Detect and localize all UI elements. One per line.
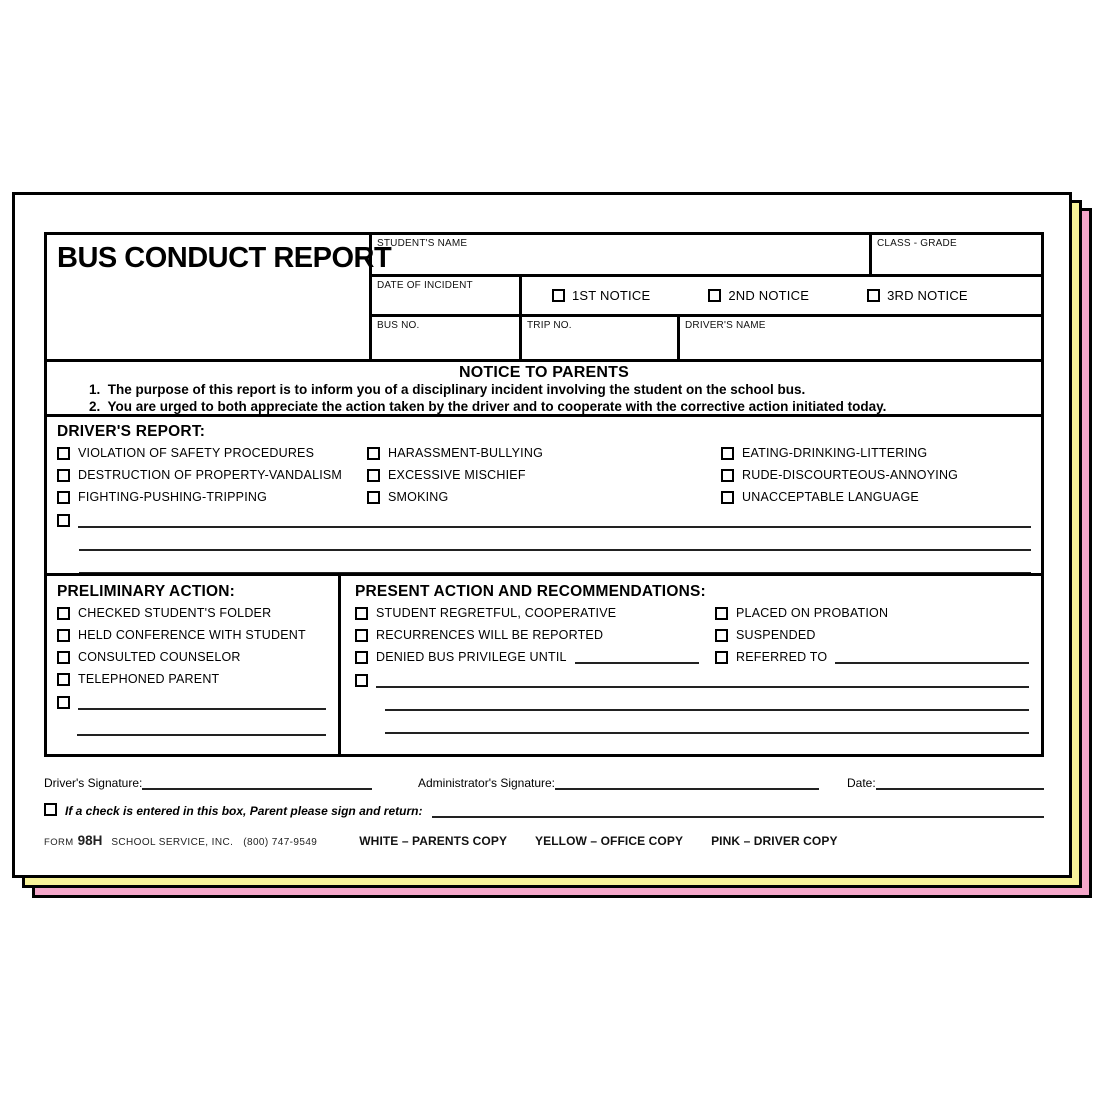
eating-label: EATING-DRINKING-LITTERING [742,446,928,460]
held-conference-checkbox[interactable] [57,629,70,642]
drivers-report-section [44,414,1044,576]
harassment-label: HARASSMENT-BULLYING [388,446,543,460]
administrator-signature-line[interactable] [555,775,819,790]
drivers-report-col3 [721,442,1031,508]
language-item [721,486,1031,508]
date-of-incident-label: DATE OF INCIDENT [377,280,473,291]
drivers-report-other-row [57,508,1031,528]
bus-no-field[interactable] [372,317,522,359]
regretful-label: STUDENT REGRETFUL, COOPERATIVE [376,606,617,620]
destruction-property-label: DESTRUCTION OF PROPERTY-VANDALISM [78,468,343,482]
destruction-property-checkbox[interactable] [57,469,70,482]
held-conference-item [57,624,326,646]
notice-item-2: 2. You are urged to both appreciate the action taken by the driver and to cooperate with the corrective action initiated today. [89,399,887,414]
regretful-checkbox[interactable] [355,607,368,620]
form-number: 98H [77,833,103,848]
smoking-label: SMOKING [388,490,449,504]
checked-folder-checkbox[interactable] [57,607,70,620]
present-blank-line-2[interactable] [385,720,1029,734]
other-offense-line[interactable] [78,514,1031,528]
smoking-item [367,486,721,508]
white-copy-label: WHITE – PARENTS COPY [359,834,508,848]
recurrences-checkbox[interactable] [355,629,368,642]
present-other-checkbox[interactable] [355,674,368,687]
destruction-property-item [57,464,367,486]
present-blank-row [355,711,1029,734]
denied-privilege-label: DENIED BUS PRIVILEGE UNTIL [376,650,567,664]
administrator-signature-group [418,775,819,790]
driver-signature-group [44,775,372,790]
present-blank-line-3[interactable] [385,743,1029,757]
drivers-report-blank-line-2[interactable] [79,560,1031,574]
drivers-report-blank-row [57,551,1031,574]
notice-to-parents-section [44,359,1044,417]
drivers-report-columns [57,442,1031,508]
header-table [44,232,1044,362]
consulted-counselor-item [57,646,326,668]
driver-name-field[interactable] [680,317,1041,359]
student-name-label: STUDENT'S NAME [377,238,468,249]
parent-sign-checkbox[interactable] [44,803,57,816]
third-notice-checkbox[interactable] [867,289,880,302]
regretful-item [355,602,715,624]
mischief-checkbox[interactable] [367,469,380,482]
preliminary-other-line[interactable] [78,696,326,710]
suspended-item [715,624,816,646]
present-action-row-1 [355,602,1029,624]
eating-checkbox[interactable] [721,447,734,460]
pink-copy-label: PINK – DRIVER COPY [711,834,838,848]
harassment-checkbox[interactable] [367,447,380,460]
date-of-incident-field[interactable] [372,277,522,314]
first-notice-label: 1ST NOTICE [572,288,651,303]
probation-label: PLACED ON PROBATION [736,606,889,620]
third-notice-group [867,288,968,303]
fighting-item [57,486,367,508]
first-notice-group [552,288,650,303]
second-notice-label: 2ND NOTICE [728,288,810,303]
other-offense-checkbox[interactable] [57,514,70,527]
parent-sign-note: If a check is entered in this box, Parent please sign and return: [65,804,423,818]
preliminary-blank-line-2[interactable] [77,748,326,757]
actions-section [44,573,1044,757]
rude-label: RUDE-DISCOURTEOUS-ANNOYING [742,468,959,482]
telephoned-parent-label: TELEPHONED PARENT [78,672,220,686]
present-other-row [355,668,1029,688]
present-action-row-2 [355,624,1029,646]
present-action-heading: PRESENT ACTION AND RECOMMENDATIONS: [355,583,706,600]
violation-safety-label: VIOLATION OF SAFETY PROCEDURES [78,446,315,460]
present-blank-row [355,734,1029,757]
yellow-copy-label: YELLOW – OFFICE COPY [535,834,684,848]
denied-until-line[interactable] [575,650,699,664]
present-other-line[interactable] [376,674,1029,688]
form-label: FORM [44,837,74,848]
second-notice-group [708,288,809,303]
footer [44,833,1044,848]
rude-item [721,464,1031,486]
referred-to-checkbox[interactable] [715,651,728,664]
date-line[interactable] [876,775,1044,790]
drivers-report-col1 [57,442,367,508]
company-phone: (800) 747-9549 [243,837,318,848]
title-cell [47,235,392,359]
form-area [44,232,1044,848]
fighting-label: FIGHTING-PUSHING-TRIPPING [78,490,268,504]
bus-conduct-report-form [12,192,1072,878]
violation-safety-checkbox[interactable] [57,447,70,460]
language-checkbox[interactable] [721,491,734,504]
suspended-label: SUSPENDED [736,628,816,642]
present-blank-row [355,688,1029,711]
third-notice-label: 3RD NOTICE [887,288,968,303]
fighting-checkbox[interactable] [57,491,70,504]
smoking-checkbox[interactable] [367,491,380,504]
driver-name-label: DRIVER'S NAME [685,320,766,331]
signature-row [44,775,1044,790]
date-group [847,775,1044,790]
trip-no-field[interactable] [522,317,680,359]
drivers-report-blank-row [57,528,1031,551]
present-action-section [341,576,1041,754]
harassment-item [367,442,721,464]
parent-sign-line[interactable] [432,803,1044,818]
drivers-report-blank-line-1[interactable] [79,537,1031,551]
referred-to-line[interactable] [835,650,1029,664]
first-notice-checkbox[interactable] [552,289,565,302]
student-name-field[interactable] [372,235,872,274]
parent-sign-row [44,803,1044,818]
probation-item [715,602,888,624]
preliminary-action-heading: PRELIMINARY ACTION: [57,583,236,600]
form-title: BUS CONDUCT REPORT [57,242,392,274]
checked-folder-label: CHECKED STUDENT'S FOLDER [78,606,272,620]
driver-signature-label: Driver's Signature: [44,776,143,790]
notice-to-parents-heading: NOTICE TO PARENTS [459,364,629,381]
language-label: UNACCEPTABLE LANGUAGE [742,490,919,504]
referred-to-item [715,646,1029,668]
telephoned-parent-item [57,668,326,690]
mischief-label: EXCESSIVE MISCHIEF [388,468,526,482]
consulted-counselor-label: CONSULTED COUNSELOR [78,650,241,664]
preliminary-other-row [57,690,326,710]
class-grade-field[interactable] [872,235,1041,274]
mischief-item [367,464,721,486]
present-action-row-3 [355,646,1029,668]
drivers-report-col2 [367,442,721,508]
bus-no-label: BUS NO. [377,320,420,331]
rude-checkbox[interactable] [721,469,734,482]
second-notice-checkbox[interactable] [708,289,721,302]
denied-privilege-checkbox[interactable] [355,651,368,664]
date-label: Date: [847,776,876,790]
checked-folder-item [57,602,326,624]
preliminary-action-section [47,576,341,754]
referred-to-label: REFERRED TO [736,650,828,664]
trip-no-label: TRIP NO. [527,320,572,331]
eating-item [721,442,1031,464]
held-conference-label: HELD CONFERENCE WITH STUDENT [78,628,306,642]
notice-item-1: 1. The purpose of this report is to inform you of a disciplinary incident involving the student on the school bus. [89,382,806,397]
header-fields [372,235,1041,359]
consulted-counselor-checkbox[interactable] [57,651,70,664]
suspended-checkbox[interactable] [715,629,728,642]
preliminary-blank-row [57,736,326,757]
present-blank-line-1[interactable] [385,697,1029,711]
company-name: SCHOOL SERVICE, INC. [111,837,234,848]
preliminary-other-checkbox[interactable] [57,696,70,709]
preliminary-blank-row [57,710,326,736]
probation-checkbox[interactable] [715,607,728,620]
denied-privilege-item [355,646,715,668]
recurrences-label: RECURRENCES WILL BE REPORTED [376,628,604,642]
class-grade-label: CLASS - GRADE [877,238,957,249]
administrator-signature-label: Administrator's Signature: [418,776,556,790]
driver-signature-line[interactable] [142,775,372,790]
notice-checkboxes [522,277,1041,314]
telephoned-parent-checkbox[interactable] [57,673,70,686]
preliminary-blank-line-1[interactable] [77,722,326,736]
violation-safety-item [57,442,367,464]
recurrences-item [355,624,715,646]
drivers-report-heading: DRIVER'S REPORT: [57,423,206,440]
